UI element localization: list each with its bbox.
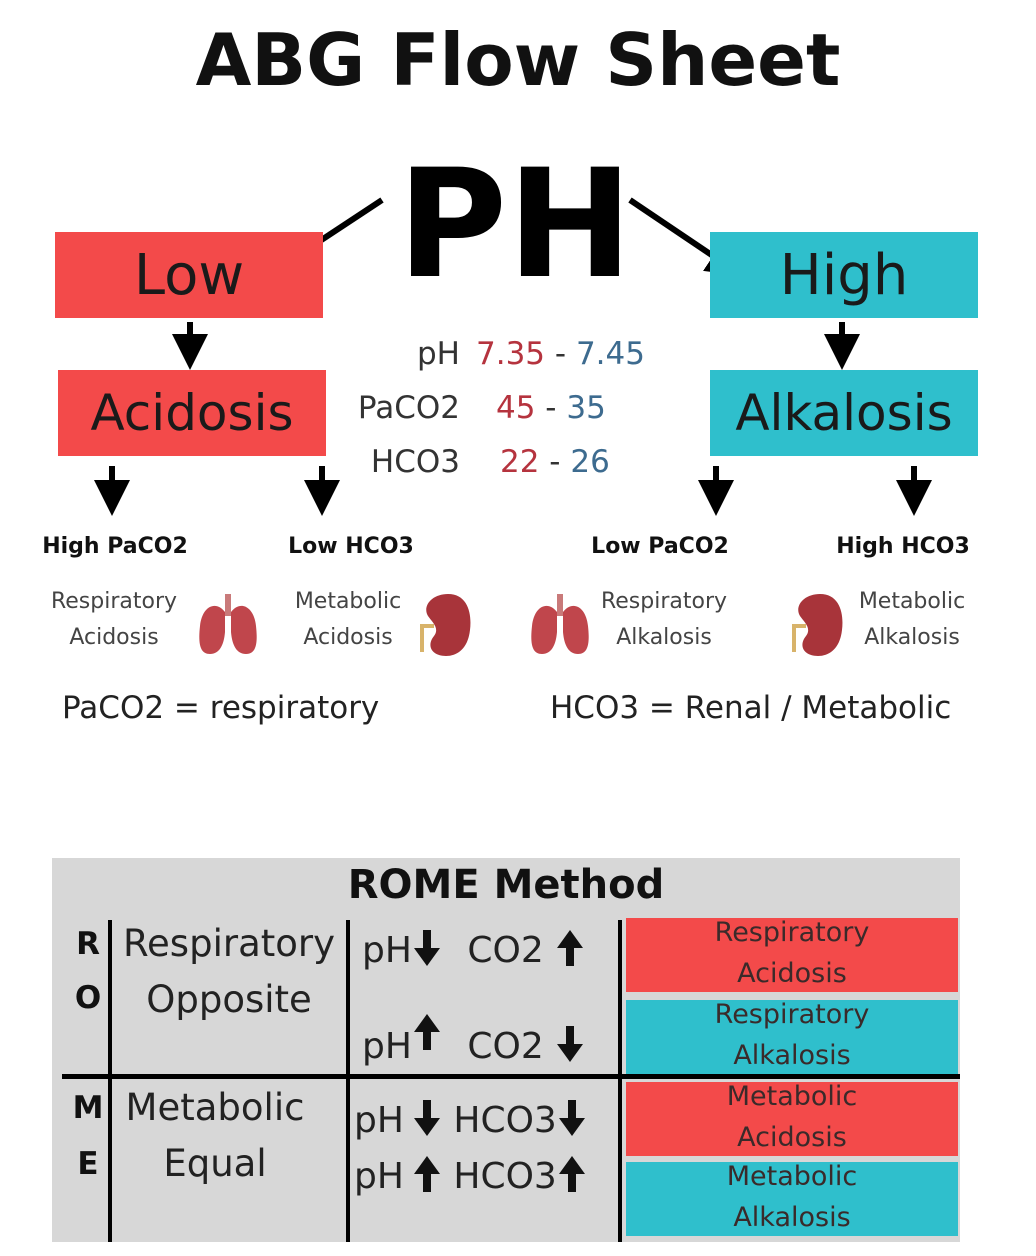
lungs-icon [528,592,592,658]
result-text [626,912,958,994]
arrow-up-icon [557,1154,587,1194]
range-sep: - [535,390,567,426]
formula-row [362,1012,612,1067]
rome-letter: O [74,980,102,1016]
rome-title: ROME Method [347,862,665,908]
formula-a: pH [362,1026,412,1067]
note-right: HCO3 = Renal / Metabolic [550,690,952,726]
range-high: 7.45 [575,336,645,372]
formula-a: pH [362,930,412,971]
branch-label: Low HCO3 [288,534,414,559]
condition-line: Metabolic [294,589,402,614]
formula-a: pH [354,1100,404,1141]
formula-row [354,1154,616,1197]
result-line: Metabolic [726,1161,858,1192]
arrow-up-icon [412,1012,442,1052]
range-values [496,390,606,426]
row-label-line: Metabolic [125,1086,305,1129]
row-label-line: Respiratory [123,922,335,965]
range-low: 22 [500,444,540,480]
note-left: PaCO2 = respiratory [62,690,380,726]
condition-line: Respiratory [50,589,178,614]
condition-line: Acidosis [69,625,159,650]
formula-b: HCO3 [453,1100,557,1141]
page-title: ABG Flow Sheet [195,18,841,102]
range-row-paco2 [300,390,700,430]
range-values [476,336,645,372]
branch-label: High HCO3 [836,534,970,559]
low-box: Low [55,232,323,318]
range-label: PaCO2 [357,390,460,426]
result-line: Acidosis [737,958,847,989]
range-row-hco3 [300,444,700,484]
condition-text [270,584,426,656]
condition-text [586,584,742,656]
row-label-line: Opposite [146,978,312,1021]
acidosis-box: Acidosis [58,370,326,456]
alkalosis-box: Alkalosis [710,370,978,456]
arrow-down-icon [557,1098,587,1138]
condition-text [834,584,990,656]
rome-row-label [100,1080,330,1192]
arrow-up-icon [555,928,585,968]
formula-row [362,928,612,971]
rome-letter: M [72,1090,104,1126]
table-divider [346,920,350,1242]
result-line: Alkalosis [733,1202,851,1233]
range-row-ph [300,336,700,376]
branch-label: High PaCO2 [42,534,188,559]
kidney-icon [418,590,474,660]
row-label-line: Equal [163,1142,267,1185]
arrow-down-icon [412,928,442,968]
formula-b: HCO3 [453,1156,557,1197]
formula-row [354,1098,616,1141]
range-high: 26 [570,444,610,480]
range-sep: - [545,336,576,372]
result-text [626,1156,958,1238]
table-divider [618,920,622,1242]
lungs-icon [196,592,260,658]
rome-row-label [114,916,344,1028]
result-line: Alkalosis [733,1040,851,1071]
condition-text [36,584,192,656]
result-text [626,1076,958,1158]
result-text [626,994,958,1076]
branch-label: Low PaCO2 [591,534,729,559]
rome-letter: R [76,926,100,962]
ph-heading: PH [397,138,633,312]
condition-line: Acidosis [303,625,393,650]
arrow-down-icon [412,1098,442,1138]
formula-a: pH [354,1156,404,1197]
range-label: HCO3 [370,444,460,480]
formula-b: CO2 [467,930,544,971]
formula-b: CO2 [467,1026,544,1067]
condition-line: Alkalosis [864,625,960,650]
result-line: Respiratory [714,999,870,1030]
range-sep: - [539,444,571,480]
high-box: High [710,232,978,318]
arrow-up-icon [412,1154,442,1194]
range-high: 35 [566,390,606,426]
condition-line: Metabolic [858,589,966,614]
result-line: Respiratory [714,917,870,948]
result-line: Acidosis [737,1122,847,1153]
normal-ranges [300,336,700,486]
condition-line: Alkalosis [616,625,712,650]
range-label: pH [417,336,460,372]
arrow-down-icon [555,1024,585,1064]
range-low: 45 [496,390,536,426]
range-low: 7.35 [476,336,546,372]
rome-letter: E [77,1146,99,1182]
condition-line: Respiratory [600,589,728,614]
table-divider [62,1074,960,1079]
range-values [500,444,610,480]
result-line: Metabolic [726,1081,858,1112]
